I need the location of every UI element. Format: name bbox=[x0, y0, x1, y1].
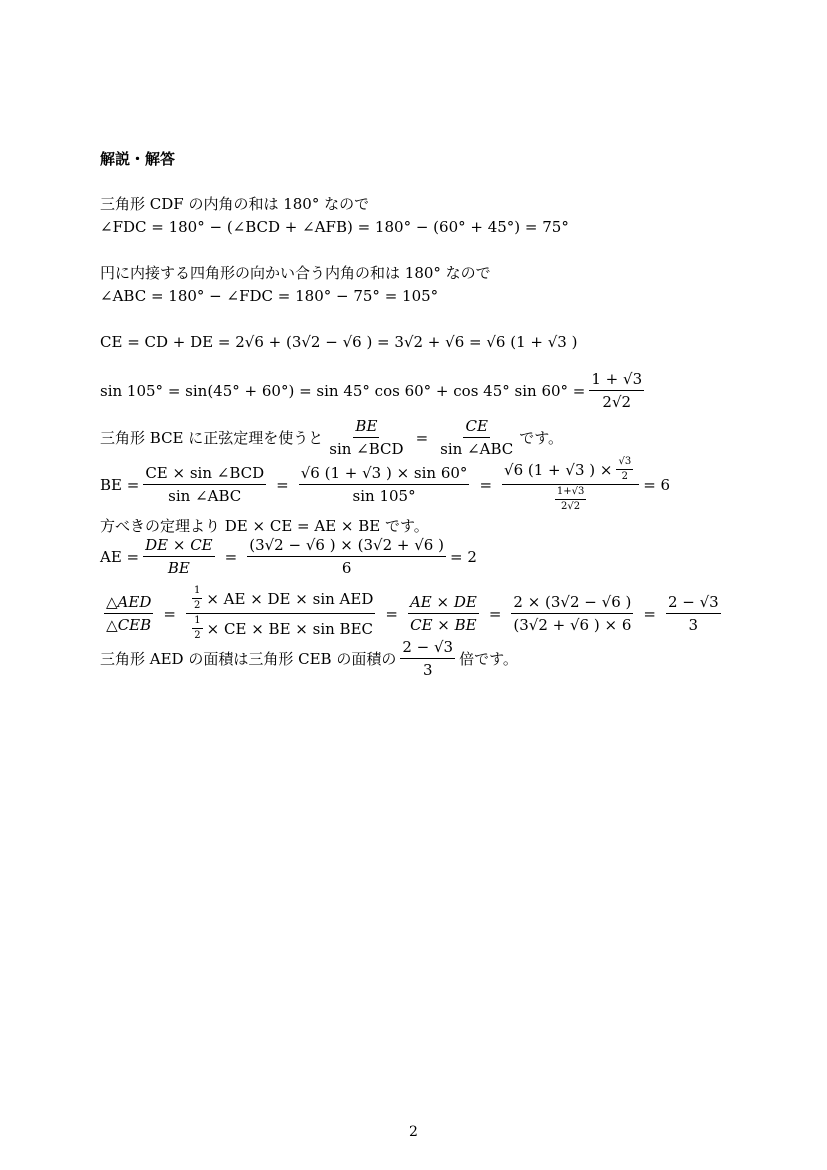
equals-sign: = bbox=[479, 475, 493, 494]
conclusion-fraction bbox=[400, 637, 455, 680]
equals-sign: = bbox=[415, 428, 429, 447]
triangle-ratio bbox=[104, 592, 153, 635]
equals-sign: = bbox=[224, 547, 238, 566]
side-product-ratio bbox=[408, 592, 479, 635]
conclusion-prefix: 三角形 AED の面積は三角形 CEB の面積の bbox=[100, 649, 397, 668]
fraction-numerator bbox=[186, 585, 375, 614]
ae-equation bbox=[100, 535, 477, 578]
sin105-numerator: 1 + √3 bbox=[589, 369, 644, 391]
fraction-denominator bbox=[549, 485, 592, 513]
fraction-denominator: sin ∠ABC bbox=[440, 440, 514, 458]
be-fraction-1 bbox=[143, 463, 266, 506]
fraction-denominator: 6 bbox=[341, 559, 352, 577]
sin105-denominator: 2√2 bbox=[602, 393, 632, 411]
equals-sign: = bbox=[488, 604, 502, 623]
angle-fdc-equation: ∠FDC = 180° − (∠BCD + ∠AFB) = 180° − (60° + 45°) = 75° bbox=[100, 218, 569, 236]
angle-abc-equation: ∠ABC = 180° − ∠FDC = 180° − 75° = 105° bbox=[100, 287, 439, 305]
small-denominator: 2 bbox=[193, 600, 201, 611]
fraction-numerator: CE bbox=[463, 416, 489, 438]
angle-sum-statement: 三角形 CDF の内角の和は 180° なので bbox=[100, 195, 370, 213]
small-numerator: 1+√3 bbox=[555, 486, 586, 500]
sin105-equation bbox=[100, 369, 648, 412]
small-numerator: √3 bbox=[616, 456, 633, 470]
numeric-ratio bbox=[511, 592, 633, 635]
denominator-rest: × CE × BE × sin BEC bbox=[206, 619, 373, 638]
law-of-sines-intro: 三角形 BCE に正弦定理を使うと bbox=[100, 428, 324, 447]
small-numerator: 1 bbox=[192, 585, 202, 599]
ae-lhs: AE = bbox=[100, 547, 140, 566]
fraction-denominator: BE bbox=[167, 559, 190, 577]
numerator-rest: × AE × DE × sin AED bbox=[206, 589, 374, 608]
fraction-denominator: sin ∠ABC bbox=[168, 487, 242, 505]
power-of-point-statement: 方べきの定理より DE × CE = AE × BE です。 bbox=[100, 517, 429, 535]
section-heading: 解説・解答 bbox=[100, 150, 176, 168]
be-result: = 6 bbox=[643, 475, 671, 494]
law-of-sines-suffix: です。 bbox=[519, 428, 564, 447]
conclusion-suffix: 倍です。 bbox=[459, 649, 518, 668]
equals-sign: = bbox=[643, 604, 656, 623]
ce-equation: CE = CD + DE = 2√6 + (3√2 − √6 ) = 3√2 + √6 = √6 (1 + √3 ) bbox=[100, 333, 578, 351]
fraction-numerator: AE × DE bbox=[408, 592, 479, 614]
one-half bbox=[192, 585, 202, 612]
equals-sign: = bbox=[163, 604, 176, 623]
ae-result: = 2 bbox=[449, 547, 477, 566]
cyclic-quad-statement: 円に内接する四角形の向かい合う内角の和は 180° なので bbox=[100, 264, 491, 282]
law-of-sines-line bbox=[100, 416, 563, 459]
area-ratio-equation bbox=[100, 585, 725, 642]
fraction-numerator: △AED bbox=[104, 592, 153, 614]
fraction-numerator: DE × CE bbox=[143, 535, 215, 557]
fraction-numerator: CE × sin ∠BCD bbox=[143, 463, 266, 485]
sin105-small-fraction bbox=[555, 486, 586, 513]
conclusion-line bbox=[100, 637, 518, 680]
ae-fraction-2 bbox=[247, 535, 446, 578]
fraction-denominator: 3 bbox=[688, 616, 699, 634]
fraction-numerator: 2 − √3 bbox=[400, 637, 455, 659]
fraction-denominator: (3√2 + √6 ) × 6 bbox=[513, 616, 632, 634]
fraction-numerator: (3√2 − √6 ) × (3√2 + √6 ) bbox=[247, 535, 446, 557]
sin105-lhs: sin 105° = sin(45° + 60°) = sin 45° cos 60° + cos 45° sin 60° = bbox=[100, 381, 586, 400]
ae-fraction-1 bbox=[143, 535, 215, 578]
fraction-numerator bbox=[502, 456, 639, 485]
fraction-denominator: △CEB bbox=[106, 616, 152, 634]
fraction-numerator: √6 (1 + √3 ) × sin 60° bbox=[299, 463, 470, 485]
be-equation bbox=[100, 456, 670, 513]
final-ratio bbox=[666, 592, 721, 635]
small-denominator: 2 bbox=[194, 630, 201, 641]
fraction-denominator: sin 105° bbox=[352, 487, 416, 505]
be-fraction-3 bbox=[502, 456, 639, 513]
fraction-denominator: sin ∠BCD bbox=[329, 440, 404, 458]
area-formula-ratio bbox=[186, 585, 375, 642]
small-denominator: 2 bbox=[621, 471, 628, 482]
fraction-denominator: 3 bbox=[422, 661, 433, 679]
sqrt3-over-2 bbox=[616, 456, 633, 483]
page-number: 2 bbox=[409, 1124, 418, 1140]
ce-over-sin-abc bbox=[438, 416, 515, 459]
equals-sign: = bbox=[276, 475, 289, 494]
be-lhs: BE = bbox=[100, 475, 140, 494]
fraction-numerator: BE bbox=[353, 416, 379, 438]
equals-sign: = bbox=[385, 604, 398, 623]
sin105-fraction bbox=[589, 369, 644, 412]
fraction-numerator: 2 − √3 bbox=[666, 592, 721, 614]
fraction-denominator: CE × BE bbox=[410, 616, 477, 634]
fraction-numerator: 2 × (3√2 − √6 ) bbox=[511, 592, 633, 614]
numerator-main: √6 (1 + √3 ) × bbox=[504, 460, 613, 479]
small-numerator: 1 bbox=[192, 615, 202, 629]
be-fraction-2 bbox=[299, 463, 470, 506]
be-over-sin-bcd bbox=[327, 416, 405, 459]
small-denominator: 2√2 bbox=[561, 501, 581, 512]
